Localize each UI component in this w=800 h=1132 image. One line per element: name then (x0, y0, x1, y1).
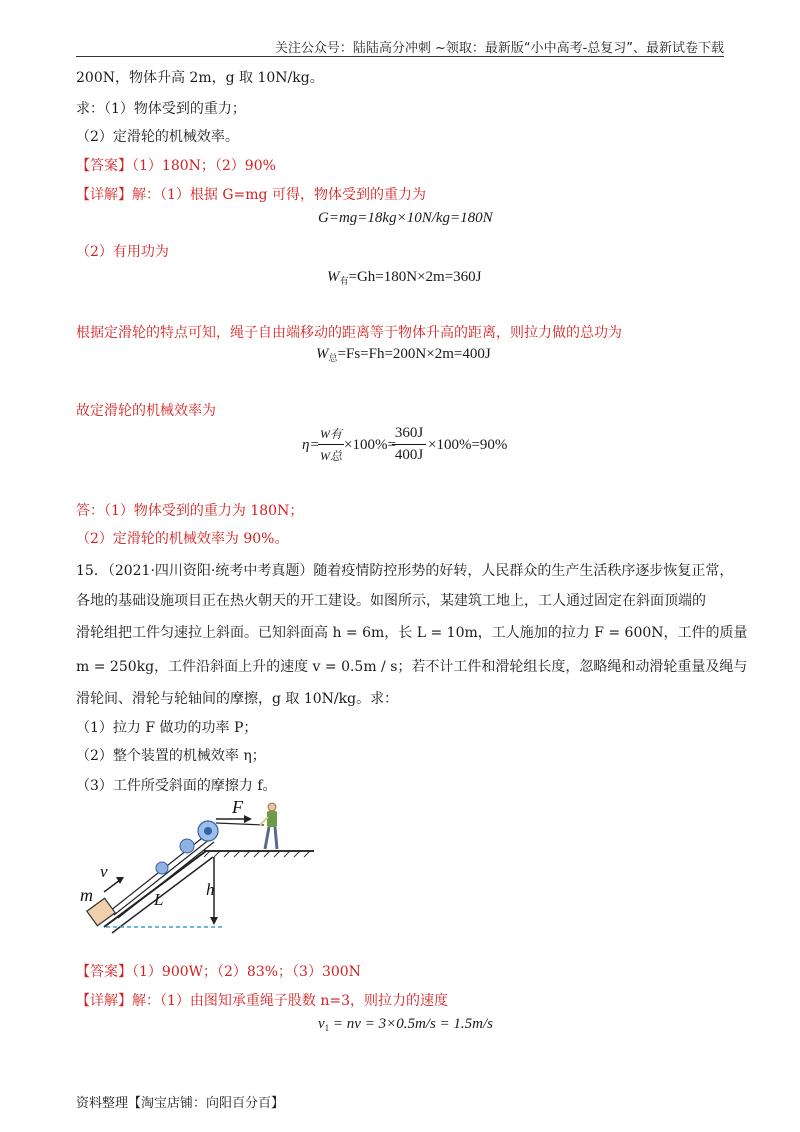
incline-pulley-figure (76, 795, 336, 940)
frac-num: 360J (394, 425, 424, 441)
eq-symbol: W (316, 346, 329, 362)
question-line: 各地的基础设施项目正在热火朝天的开工建设。如图所示，某建筑工地上，工人通过固定在斜面顶端的 (76, 593, 706, 609)
frac-den: W总 (320, 449, 342, 463)
page-footer: 资料整理【淘宝店铺：向阳百分百】 (76, 1096, 285, 1111)
eq-subscript: 总 (328, 353, 338, 363)
conclusion-line: （2）定滑轮的机械效率为 90%。 (76, 531, 289, 547)
question-line: 滑轮组把工件匀速拉上斜面。已知斜面高 h = 6m，长 L = 10m，工人施加的拉力 F = 600N，工件的质量 (76, 625, 748, 641)
label-v: v (100, 862, 108, 881)
conclusion-line: 答：（1）物体受到的重力为 180N； (76, 503, 304, 519)
eq-subscript: 1 (324, 1023, 330, 1033)
answer-line: 【答案】（1）180N；（2）90% (76, 158, 276, 174)
label-F: F (232, 797, 243, 817)
explanation-line: （2）有用功为 (76, 244, 169, 260)
label-L: L (154, 890, 164, 909)
frac-num: W有 (320, 427, 342, 441)
equation-useful-work (327, 269, 482, 287)
eq-symbol: v (318, 1016, 325, 1032)
explanation-line: 根据定滑轮的特点可知，绳子自由端移动的距离等于物体升高的距离，则拉力做的总功为 (76, 325, 622, 341)
question-item: （3）工件所受斜面的摩擦力 f。 (76, 778, 277, 794)
eq-rhs: = nv = 3×0.5m/s = 1.5m/s (329, 1016, 493, 1032)
eq-eta: η= (302, 437, 320, 453)
frac-den: 400J (394, 447, 424, 463)
explanation-line: 【详解】解：（1）根据 G=mg 可得，物体受到的重力为 (76, 187, 426, 203)
question-item: （1）拉力 F 做功的功率 P； (76, 720, 258, 736)
fraction-j (392, 425, 426, 464)
eq-rhs: =Gh=180N×2m=360J (348, 269, 482, 285)
label-h: h (206, 880, 215, 899)
text-line: （2）定滑轮的机械效率。 (76, 129, 239, 145)
label-m: m (80, 885, 93, 905)
equation-velocity (318, 1016, 493, 1033)
answer-line: 【答案】（1）900W；（2）83%；（3）300N (76, 964, 361, 980)
question-item: （2）整个装置的机械效率 η； (76, 748, 266, 764)
question-line: m = 250kg，工件沿斜面上升的速度 v = 0.5m / s；若不计工件和滑轮组长度，忽略绳和动滑轮重量及绳与 (76, 659, 748, 675)
text-line: 求：（1）物体受到的重力； (76, 101, 246, 117)
question-line: 滑轮间、滑轮与轮轴间的摩擦，g 取 10N/kg。求： (76, 691, 399, 707)
eq-subscript: 有 (339, 276, 349, 286)
header-divider (76, 56, 724, 57)
eq-symbol: W (327, 269, 340, 285)
equation-gravity: G=mg=18kg×10N/kg=180N (318, 210, 493, 226)
explanation-line: 故定滑轮的机械效率为 (76, 403, 216, 419)
page-header: 关注公众号：陆陆高分冲刺 ~领取：最新版“小中高考-总复习”、最新试卷下载 (274, 41, 724, 56)
eq-end: ×100%=90% (428, 437, 508, 453)
equation-total-work (316, 346, 491, 364)
explanation-line: 【详解】解：（1）由图知承重绳子股数 n=3，则拉力的速度 (76, 993, 449, 1009)
text-line: 200N，物体升高 2m，g 取 10N/kg。 (76, 70, 324, 86)
fraction-w (318, 425, 344, 464)
eq-rhs: =Fs=Fh=200N×2m=400J (337, 346, 491, 362)
eq-mid: ×100%= (344, 437, 396, 453)
question-line: 15．（2021·四川资阳·统考中考真题）随着疫情防控形势的好转，人民群众的生产生活秩序逐步恢复正常， (76, 563, 734, 579)
